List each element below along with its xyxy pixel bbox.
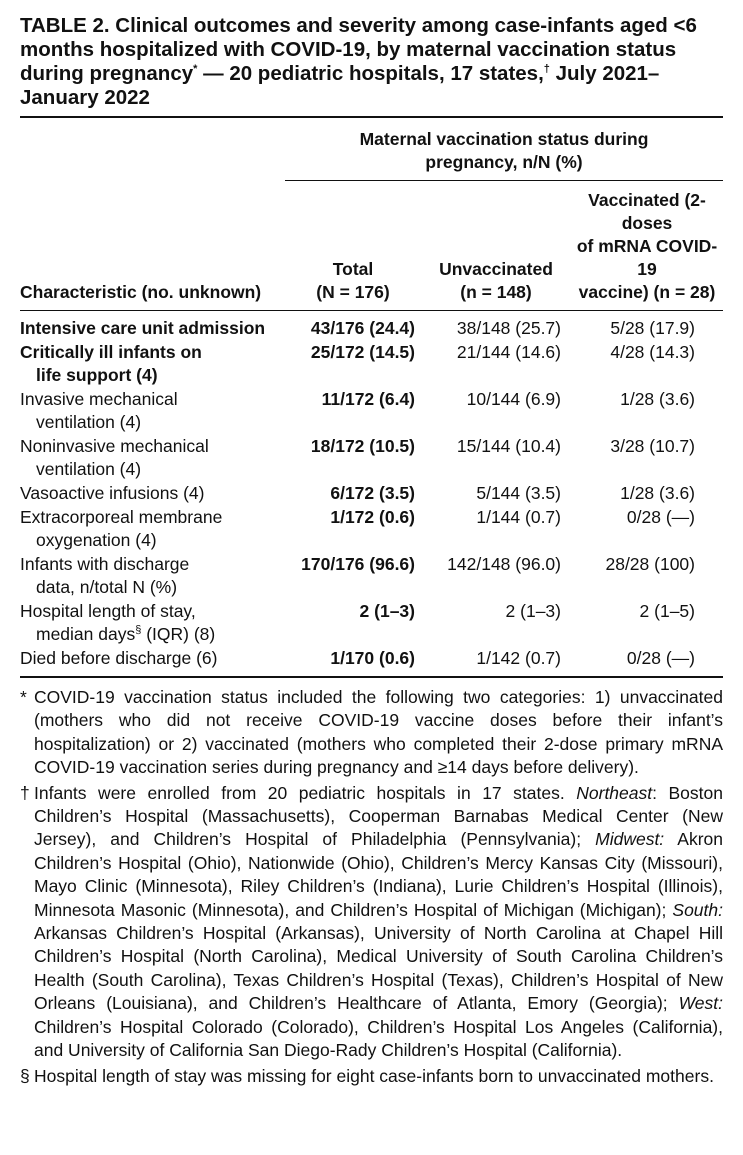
- cell-vaccinated: 5/28 (17.9): [610, 318, 695, 338]
- cell-vaccinated: 4/28 (14.3): [610, 342, 695, 362]
- title-footnote-mark-1: *: [193, 63, 198, 76]
- row-label-cont: data, n/total N (%): [36, 577, 178, 597]
- group-header: [285, 118, 723, 181]
- col-header-total-line-2: (N = 176): [316, 282, 390, 302]
- footnote-text: COVID-19 vaccination status included the following two categories: 1) unvaccinated (mothers who did not receive COVID-19 vaccine doses before their infant’s hospitalization) or 2) vaccinated (mothers who completed their 2-dose primary mRNA COVID-19 vaccination series during pregnancy and ≥14 days before delivery).: [34, 687, 723, 778]
- region-midwest: Midwest:: [595, 829, 665, 850]
- cell-total: 25/172 (14.5): [310, 342, 415, 362]
- title-footnote-mark-2: †: [543, 63, 550, 76]
- col-header-characteristic: Characteristic (no. unknown): [20, 282, 262, 302]
- bottom-rule: [20, 676, 723, 678]
- region-west: West:: [678, 993, 723, 1014]
- row-label-cont: ventilation (4): [36, 459, 142, 479]
- row-label-cont: ventilation (4): [36, 412, 142, 432]
- column-header-row: [20, 181, 723, 311]
- table-row: [20, 341, 723, 388]
- table-page: [20, 0, 723, 1088]
- cell-total: 1/172 (0.6): [330, 507, 415, 527]
- row-label-cont: oxygenation (4): [36, 530, 157, 550]
- cell-unvaccinated: 5/144 (3.5): [476, 483, 561, 503]
- cell-total: 18/172 (10.5): [310, 436, 415, 456]
- table-row: [20, 600, 723, 647]
- row-label: Intensive care unit admission: [20, 318, 266, 338]
- row-label-cont-b: (IQR) (8): [141, 624, 216, 644]
- row-label: Hospital length of stay,: [20, 601, 196, 621]
- title-end: July 2021–January 2022: [20, 62, 660, 109]
- title-mid: — 20 pediatric hospitals, 17 states,: [197, 62, 544, 85]
- table-row: [20, 388, 723, 435]
- table-title: [20, 14, 723, 110]
- row-label: Noninvasive mechanical: [20, 436, 209, 456]
- row-label: Died before discharge (6): [20, 648, 218, 668]
- table-row: [20, 506, 723, 553]
- col-header-vacc-line-2: of mRNA COVID-19: [576, 236, 718, 279]
- footnote-text-a: Infants were enrolled from 20 pediatric hospitals in 17 states.: [34, 782, 577, 803]
- table-row: [20, 435, 723, 482]
- footnotes: [20, 686, 723, 1088]
- footnote-1: [20, 686, 723, 780]
- cell-unvaccinated: 2 (1–3): [505, 601, 561, 621]
- footnote-3: [20, 1065, 723, 1088]
- row-label: Vasoactive infusions (4): [20, 483, 205, 503]
- cell-vaccinated: 1/28 (3.6): [620, 483, 695, 503]
- cell-unvaccinated: 1/142 (0.7): [476, 648, 561, 668]
- cell-unvaccinated: 15/144 (10.4): [456, 436, 561, 456]
- table-row: [20, 311, 723, 341]
- cell-total: 170/176 (96.6): [301, 554, 415, 574]
- cell-unvaccinated: 10/144 (6.9): [466, 389, 561, 409]
- row-label: Extracorporeal membrane: [20, 507, 223, 527]
- col-header-vaccinated: [571, 181, 723, 311]
- footnote-mark: *: [20, 687, 27, 707]
- row-label-cont-a: median days: [36, 624, 136, 644]
- title-main: TABLE 2. Clinical outcomes and severity among case-infants aged <6 months hospitalized with COVID-19, by maternal vaccination status during pregnancy: [20, 14, 697, 85]
- col-header-total: [285, 181, 421, 311]
- cell-unvaccinated: 1/144 (0.7): [476, 507, 561, 527]
- group-header-line-2: pregnancy, n/N (%): [425, 152, 583, 172]
- col-header-vacc-line-3: vaccine) (n = 28): [578, 282, 716, 302]
- cell-vaccinated: 0/28 (—): [626, 648, 695, 668]
- cell-unvaccinated: 38/148 (25.7): [456, 318, 561, 338]
- cell-total: 2 (1–3): [359, 601, 415, 621]
- footnote-mark: †: [20, 782, 30, 803]
- col-header-unvacc-line-1: Unvaccinated: [439, 259, 553, 279]
- row-label: Infants with discharge: [20, 554, 190, 574]
- table-row: [20, 553, 723, 600]
- footnote-2: [20, 782, 723, 1063]
- row-label-cont: life support (4): [36, 365, 158, 385]
- footnote-mark: §: [20, 1065, 30, 1086]
- cell-vaccinated: 28/28 (100): [605, 554, 695, 574]
- cell-vaccinated: 2 (1–5): [639, 601, 695, 621]
- cell-total: 11/172 (6.4): [321, 389, 415, 409]
- table-row: [20, 482, 723, 506]
- group-header-row: [20, 118, 723, 181]
- cell-unvaccinated: 142/148 (96.0): [447, 554, 561, 574]
- col-header-unvacc-line-2: (n = 148): [460, 282, 532, 302]
- col-header-vacc-line-1: Vaccinated (2-doses: [588, 190, 706, 233]
- cell-vaccinated: 1/28 (3.6): [620, 389, 695, 409]
- footnote-text-e: Children’s Hospital Colorado (Colorado), Children’s Hospital Los Angeles (California), and University of California San Diego-Rady Children’s Hospital (California).: [34, 1016, 723, 1061]
- group-header-line-1: Maternal vaccination status during: [359, 129, 649, 149]
- cell-unvaccinated: 21/144 (14.6): [456, 342, 561, 362]
- cell-vaccinated: 0/28 (—): [626, 507, 695, 527]
- col-header-total-line-1: Total: [332, 259, 374, 279]
- table-row: [20, 647, 723, 676]
- cell-vaccinated: 3/28 (10.7): [610, 436, 695, 456]
- region-northeast: Northeast: [576, 782, 653, 803]
- outcomes-table: [20, 118, 723, 676]
- footnote-text-b: : Boston Children’s Hospital (Massachusetts), Cooperman Barnabas Medical Center (New Jersey), and Children’s Hospital of Philadelphia (Pennsylvania);: [34, 782, 723, 850]
- cell-total: 1/170 (0.6): [330, 648, 415, 668]
- cell-total: 6/172 (3.5): [330, 483, 415, 503]
- region-south: South:: [672, 899, 723, 920]
- footnote-text: Hospital length of stay was missing for eight case-infants born to unvaccinated mothers.: [34, 1065, 714, 1086]
- footnote-mark: §: [135, 624, 142, 637]
- row-label: Critically ill infants on: [20, 342, 202, 362]
- cell-total: 43/176 (24.4): [310, 318, 415, 338]
- row-label: Invasive mechanical: [20, 389, 178, 409]
- footnote-text-d: Arkansas Children’s Hospital (Arkansas), University of North Carolina at Chapel Hill Children’s Hospital (North Carolina), Medical University of South Carolina Children’s Health (South Carolina), Texas Children’s Hospital (Texas), Children’s Hospital of New Orleans (Louisiana), and Children’s Healthcare of Atlanta, Emory (Georgia);: [34, 923, 723, 1014]
- col-header-unvaccinated: [421, 181, 571, 311]
- row-label-cont: [20, 623, 285, 646]
- footnote-text-c: Akron Children’s Hospital (Ohio), Nationwide (Ohio), Children’s Mercy Kansas City (Missouri), Mayo Clinic (Minnesota), Riley Children’s (Indiana), Lurie Children’s Hospital (Illinois), Minnesota Masonic (Minnesota), and Children’s Hospital of Michigan (Michigan);: [34, 829, 723, 920]
- table-body: [20, 311, 723, 676]
